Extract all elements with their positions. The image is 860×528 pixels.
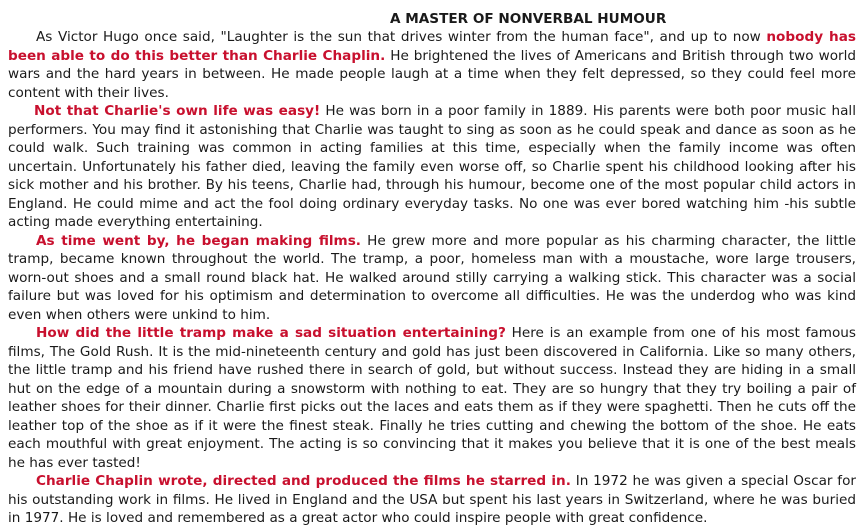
paragraph-gold-rush xyxy=(8,324,856,472)
paragraph-text: As Victor Hugo once said, "Laughter is the sun that drives winter from the human face", and up to now xyxy=(36,29,767,45)
paragraph-early-life xyxy=(8,102,856,232)
article xyxy=(8,10,856,528)
paragraph-text: He was born in a poor family in 1889. His parents were both poor music hall performers. You may find it astonishing that Charlie was taught to sing as soon as he could speak and dance as soon as he could walk. Such training was common in acting families at this time, especially when the family income was often uncertain. Unfortunately his father died, leaving the family even worse off, so Charlie spent his childhood looking after his sick mother and his brother. By his teens, Charlie had, through his humour, become one of the most popular child actors in England. He could mime and act the fool doing ordinary everyday tasks. No one was ever bored watching him -his subtle acting made everything entertaining. xyxy=(8,103,856,230)
article-title: A MASTER OF NONVERBAL HUMOUR xyxy=(390,11,667,27)
highlight-phrase: nobody has been able to do this better than Charlie Chaplin. xyxy=(8,29,856,64)
paragraph-legacy xyxy=(8,472,856,528)
paragraph-lead: As time went by, he began making films. xyxy=(36,232,361,249)
paragraph-text: He brightened the lives of Americans and British through two world wars and the hard years in between. He made people laugh at a time when they felt depressed, so they could feel more content with their lives. xyxy=(8,47,857,101)
paragraph-films xyxy=(8,232,856,325)
paragraph-lead: How did the little tramp make a sad situation entertaining? xyxy=(36,325,506,341)
paragraph-text: In 1972 he was given a special Oscar for his outstanding work in films. He lived in England and the USA but spent his last years in Switzerland, where he was buried in 1977. He is loved and remembered as a great actor who could inspire people with great confidence. xyxy=(8,473,856,526)
paragraph-text: Here is an example from one of his most famous films, The Gold Rush. It is the mid-nineteenth century and gold has just been discovered in California. Like so many others, the little tramp and his friend have rushed there in search of gold, but without success. Instead they are hiding in a small hut on the edge of a mountain during a snowstorm with nothing to eat. They are so hungry that they try boiling a pair of leather shoes for their dinner. Charlie first picks out the laces and eats them as if they were spaghetti. Then he cuts off the leather top of the shoe as if it were the finest steak. Finally he tries cutting and chewing the bottom of the shoe. He eats each mouthful with great enjoyment. The acting is so convincing that it makes you believe that it is one of the best meals he has ever tasted! xyxy=(8,325,856,471)
paragraph-lead: Charlie Chaplin wrote, directed and produced the films he starred in. xyxy=(36,473,571,489)
paragraph-lead: Not that Charlie's own life was easy! xyxy=(34,103,321,119)
paragraph-text: He grew more and more popular as his charming character, the little tramp, became known throughout the world. The tramp, a poor, homeless man with a moustache, wore large trousers, worn-out shoes and a small round black hat. He walked around stilly carrying a walking stick. This character was a social failure but was loved for his optimism and determination to overcome all difficulties. He was the underdog who was kind even when others were unkind to him. xyxy=(8,232,856,323)
paragraph-hugo-quote xyxy=(8,28,856,102)
